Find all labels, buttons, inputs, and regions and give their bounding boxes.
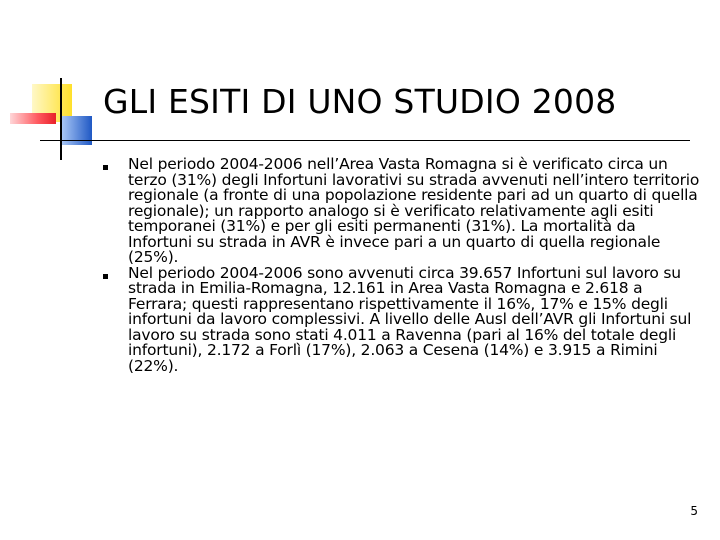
title-underline: [40, 140, 690, 141]
bullet-text: Nel periodo 2004-2006 sono avvenuti circa 39.657 Infortuni sul lavoro su strada in Emilia-Romagna, 12.161 in Area Vasta Romagna e 2.618 a Ferrara; questi rappresentano rispettivamente il 16%, 17% e 15% degli infortuni da lavoro complessivi. A livello delle Ausl dell’AVR gli Infortuni sul lavoro su strada sono stati 4.011 a Ravenna (pari al 16% del totale degli infortuni), 2.172 a Forlì (17%), 2.063 a Cesena (14%) e 3.915 a Rimini (22%).: [128, 263, 692, 375]
vertical-line: [60, 78, 62, 160]
bullet-list: [103, 157, 703, 374]
bullet-square-icon: [103, 165, 108, 170]
page-number: 5: [690, 504, 698, 518]
bullet-item: [103, 263, 703, 375]
slide-title: GLI ESITI DI UNO STUDIO 2008: [103, 82, 617, 121]
bullet-item: [103, 157, 703, 266]
red-bar: [10, 113, 56, 124]
slide-decoration: [0, 0, 110, 170]
bullet-text: Nel periodo 2004-2006 nell’Area Vasta Romagna si è verificato circa un terzo (31%) degli Infortuni lavorativi su strada avvenuti nell’intero territorio regionale (a fronte di una popolazione residente pari ad un quarto di quella regionale); un rapporto analogo si è verificato relativamente agli esiti temporanei (31%) e per gli esiti permanenti (31%). La mortalità da Infortuni su strada in AVR è invece pari a un quarto di quella regionale (25%).: [128, 155, 700, 266]
bullet-square-icon: [103, 274, 108, 279]
